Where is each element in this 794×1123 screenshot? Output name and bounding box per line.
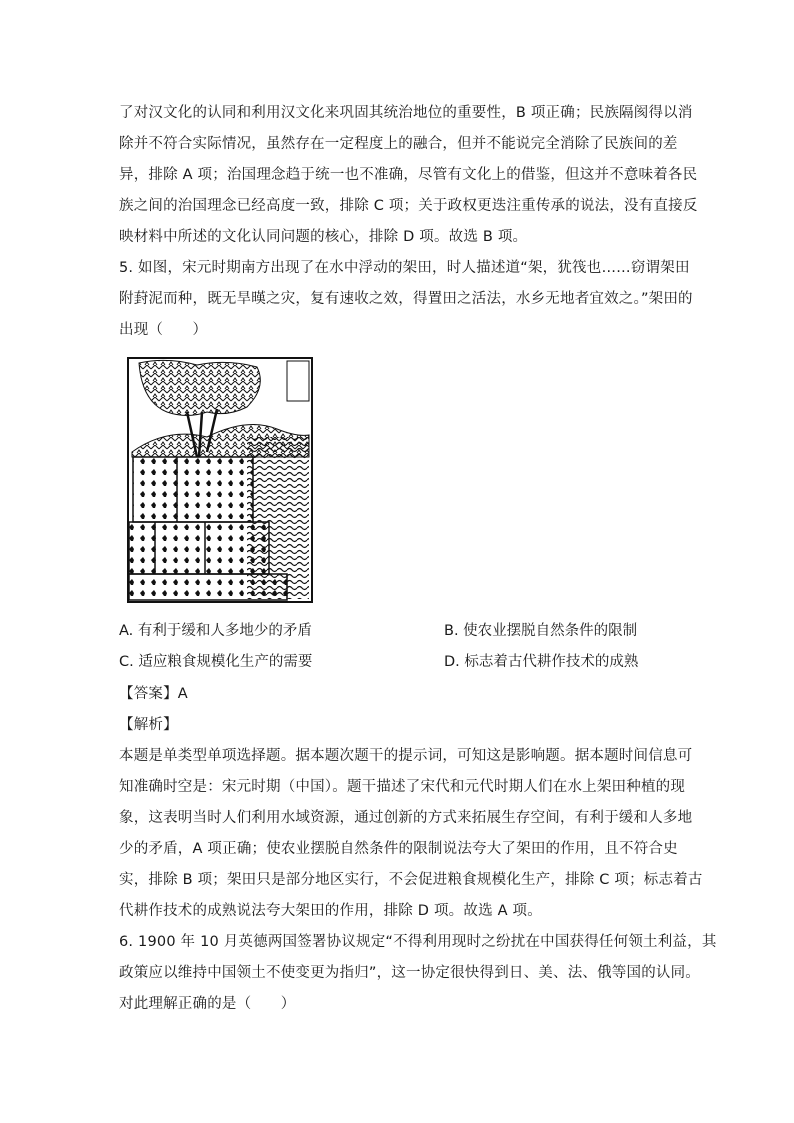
analysis-line: 知准确时空是：宋元时期（中国）。题干描述了宋代和元代时期人们在水上架田种植的现 <box>119 779 686 795</box>
text-line: 异，排除 A 项；治国理念趋于统一也不准确，尽管有文化上的借鉴，但这并不意味着各民 <box>119 167 698 183</box>
option-d[interactable]: D. 标志着古代耕作技术的成熟 <box>444 654 639 670</box>
question-6-line: 6. 1900 年 10 月英德两国签署协议规定“不得利用现时之纷扰在中国获得任何领土利益，其 <box>119 934 717 950</box>
option-a[interactable]: A. 有利于缓和人多地少的矛盾 <box>119 623 312 639</box>
text-line: 了对汉文化的认同和利用汉文化来巩固其统治地位的重要性，B 项正确；民族隔阂得以消 <box>119 105 693 121</box>
option-c[interactable]: C. 适应粮食规模化生产的需要 <box>119 654 313 670</box>
question-5-line: 出现（ ） <box>119 322 208 338</box>
analysis-line: 少的矛盾，A 项正确；使农业摆脱自然条件的限制说法夸大了架田的作用，且不符合史 <box>119 841 678 857</box>
text-line: 族之间的治国理念已经高度一致，排除 C 项；关于政权更迭注重传承的说法，没有直接反 <box>119 198 698 214</box>
analysis-line: 代耕作技术的成熟说法夸大架田的作用，排除 D 项。故选 A 项。 <box>119 903 542 919</box>
option-b[interactable]: B. 使农业摆脱自然条件的限制 <box>444 623 638 639</box>
floating-field-illustration <box>127 357 313 603</box>
question-6-line: 对此理解正确的是（ ） <box>119 996 296 1012</box>
text-line: 映材料中所述的文化认同问题的核心，排除 D 项。故选 B 项。 <box>119 229 528 245</box>
answer-line: 【答案】A <box>119 686 188 702</box>
analysis-line: 象，这表明当时人们利用水域资源，通过创新的方式来拓展生存空间，有利于缓和人多地 <box>119 810 693 826</box>
analysis-line: 本题是单类型单项选择题。据本题次题干的提示词，可知这是影响题。据本题时间信息可 <box>119 748 693 764</box>
question-5-line: 5. 如图，宋元时期南方出现了在水中浮动的架田，时人描述道“架，犹筏也……窃谓架田 <box>119 260 690 276</box>
question-5-line: 附葑泥而种，既无旱暵之灾，复有速收之效，得置田之活法，水乡无地者宜效之。”架田的 <box>119 291 693 307</box>
text-line: 除并不符合实际情况，虽然存在一定程度上的融合，但并不能说完全消除了民族间的差 <box>119 136 678 152</box>
question-6-line: 政策应以维持中国领土不使变更为指归”，这一协定很快得到日、美、法、俄等国的认同。 <box>119 965 701 981</box>
analysis-heading: 【解析】 <box>119 717 178 733</box>
analysis-line: 实，排除 B 项；架田只是部分地区实行，不会促进粮食规模化生产，排除 C 项；标志着古 <box>119 872 703 888</box>
